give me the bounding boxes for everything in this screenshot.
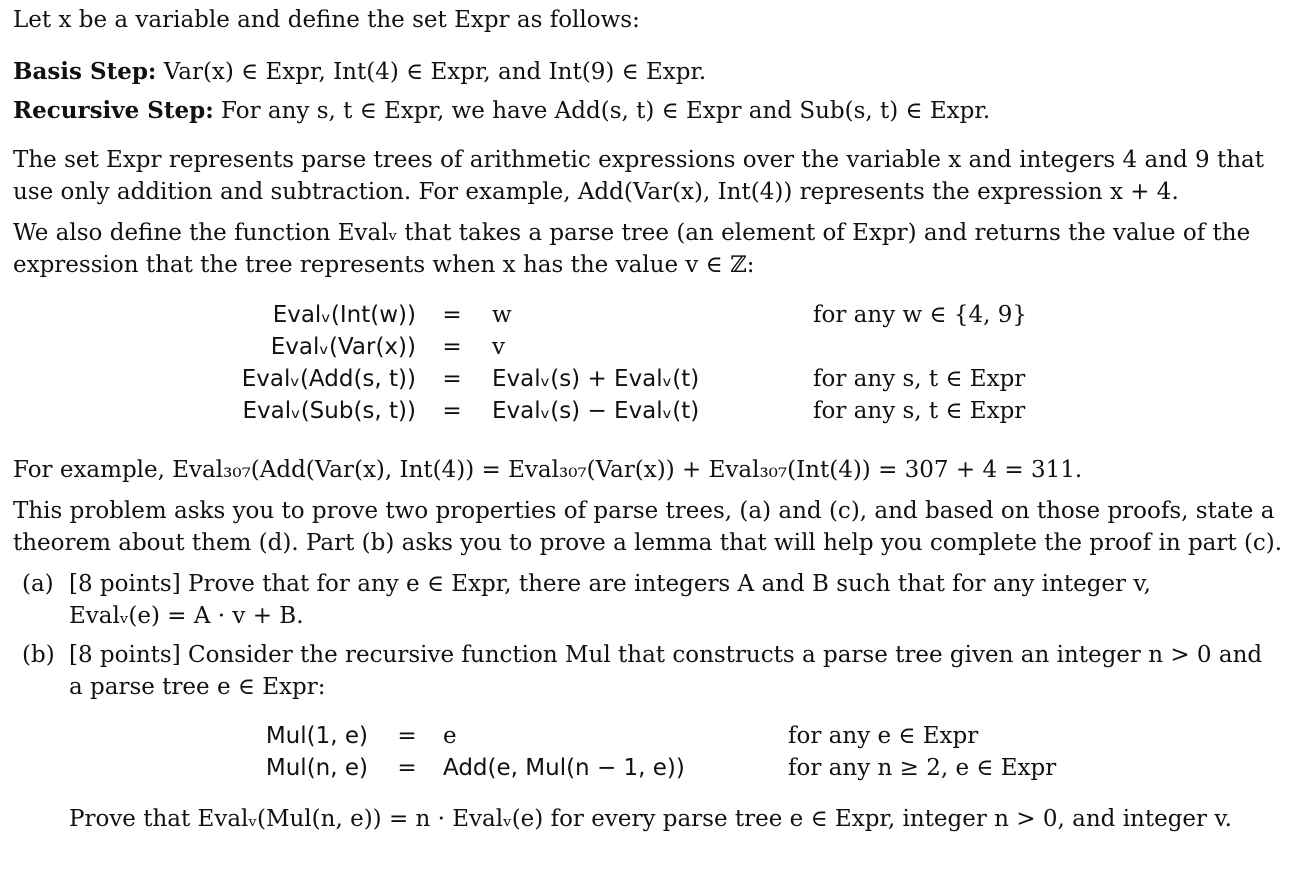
paragraph-line: The set Expr represents parse trees of arithmetic expressions over the variable x and integers 4 and 9 that: [13, 147, 1265, 173]
eval-lhs: Evalᵥ(Var(x)): [270, 334, 416, 360]
mul-rhs: Add(e, Mul(n − 1, e)): [443, 755, 685, 781]
part-b-label: (b): [22, 642, 55, 668]
eval-lhs: Evalᵥ(Sub(s, t)): [242, 398, 416, 424]
paragraph-line: This problem asks you to prove two properties of parse trees, (a) and (c), and based on those proofs, state a: [13, 498, 1275, 524]
basis-step: [13, 60, 706, 84]
mul-equals: =: [397, 723, 417, 749]
eval-lhs: Evalᵥ(Int(w)): [272, 302, 416, 328]
paragraph-line: expression that the tree represents when x has the value v ∈ ℤ:: [13, 252, 755, 278]
basis-step-label: Basis Step:: [13, 58, 157, 85]
eval-equals: =: [442, 334, 462, 360]
example-line: For example, Eval₃₀₇(Add(Var(x), Int(4)) = Eval₃₀₇(Var(x)) + Eval₃₀₇(Int(4)) = 307 + 4 = 311.: [13, 457, 1083, 483]
mul-equals: =: [397, 755, 417, 781]
part-b-line: a parse tree e ∈ Expr:: [69, 674, 326, 700]
eval-rhs: v: [492, 334, 505, 360]
intro-text: Let x be a variable and define the set Expr as follows:: [13, 7, 640, 33]
eval-rhs: w: [492, 302, 512, 328]
basis-step-text: Var(x) ∈ Expr, Int(4) ∈ Expr, and Int(9) ∈ Expr.: [163, 59, 707, 85]
recursive-step-text: For any s, t ∈ Expr, we have Add(s, t) ∈ Expr and Sub(s, t) ∈ Expr.: [221, 98, 991, 124]
paragraph-line: We also define the function Evalᵥ that takes a parse tree (an element of Expr) and returns the value of the: [13, 220, 1251, 246]
part-a-line: [8 points] Prove that for any e ∈ Expr, there are integers A and B such that for any integer v,: [69, 571, 1151, 597]
mul-lhs: Mul(1, e): [265, 723, 368, 749]
part-a-line: Evalᵥ(e) = A · v + B.: [69, 603, 304, 629]
mul-rhs: e: [443, 723, 457, 749]
eval-condition: for any w ∈ {4, 9}: [813, 302, 1027, 328]
part-a-label: (a): [22, 571, 54, 597]
mul-condition: for any n ≥ 2, e ∈ Expr: [788, 755, 1057, 781]
mul-lhs: Mul(n, e): [265, 755, 368, 781]
part-b-prove: Prove that Evalᵥ(Mul(n, e)) = n · Evalᵥ(e) for every parse tree e ∈ Expr, integer n > 0, and integer v.: [69, 806, 1232, 832]
eval-rhs: Evalᵥ(s) + Evalᵥ(t): [492, 366, 700, 392]
eval-equals: =: [442, 302, 462, 328]
eval-lhs: Evalᵥ(Add(s, t)): [241, 366, 416, 392]
recursive-step-label: Recursive Step:: [13, 97, 214, 124]
eval-equals: =: [442, 366, 462, 392]
eval-equals: =: [442, 398, 462, 424]
paragraph-line: theorem about them (d). Part (b) asks you to prove a lemma that will help you complete the proof in part (c).: [13, 530, 1283, 556]
paragraph-line: use only addition and subtraction. For example, Add(Var(x), Int(4)) represents the expression x + 4.: [13, 179, 1179, 205]
eval-rhs: Evalᵥ(s) − Evalᵥ(t): [492, 398, 700, 424]
part-b-line: [8 points] Consider the recursive function Mul that constructs a parse tree given an integer n > 0 and: [69, 642, 1263, 668]
eval-condition: for any s, t ∈ Expr: [813, 366, 1026, 392]
recursive-step: [13, 99, 990, 123]
mul-condition: for any e ∈ Expr: [788, 723, 979, 749]
eval-condition: for any s, t ∈ Expr: [813, 398, 1026, 424]
